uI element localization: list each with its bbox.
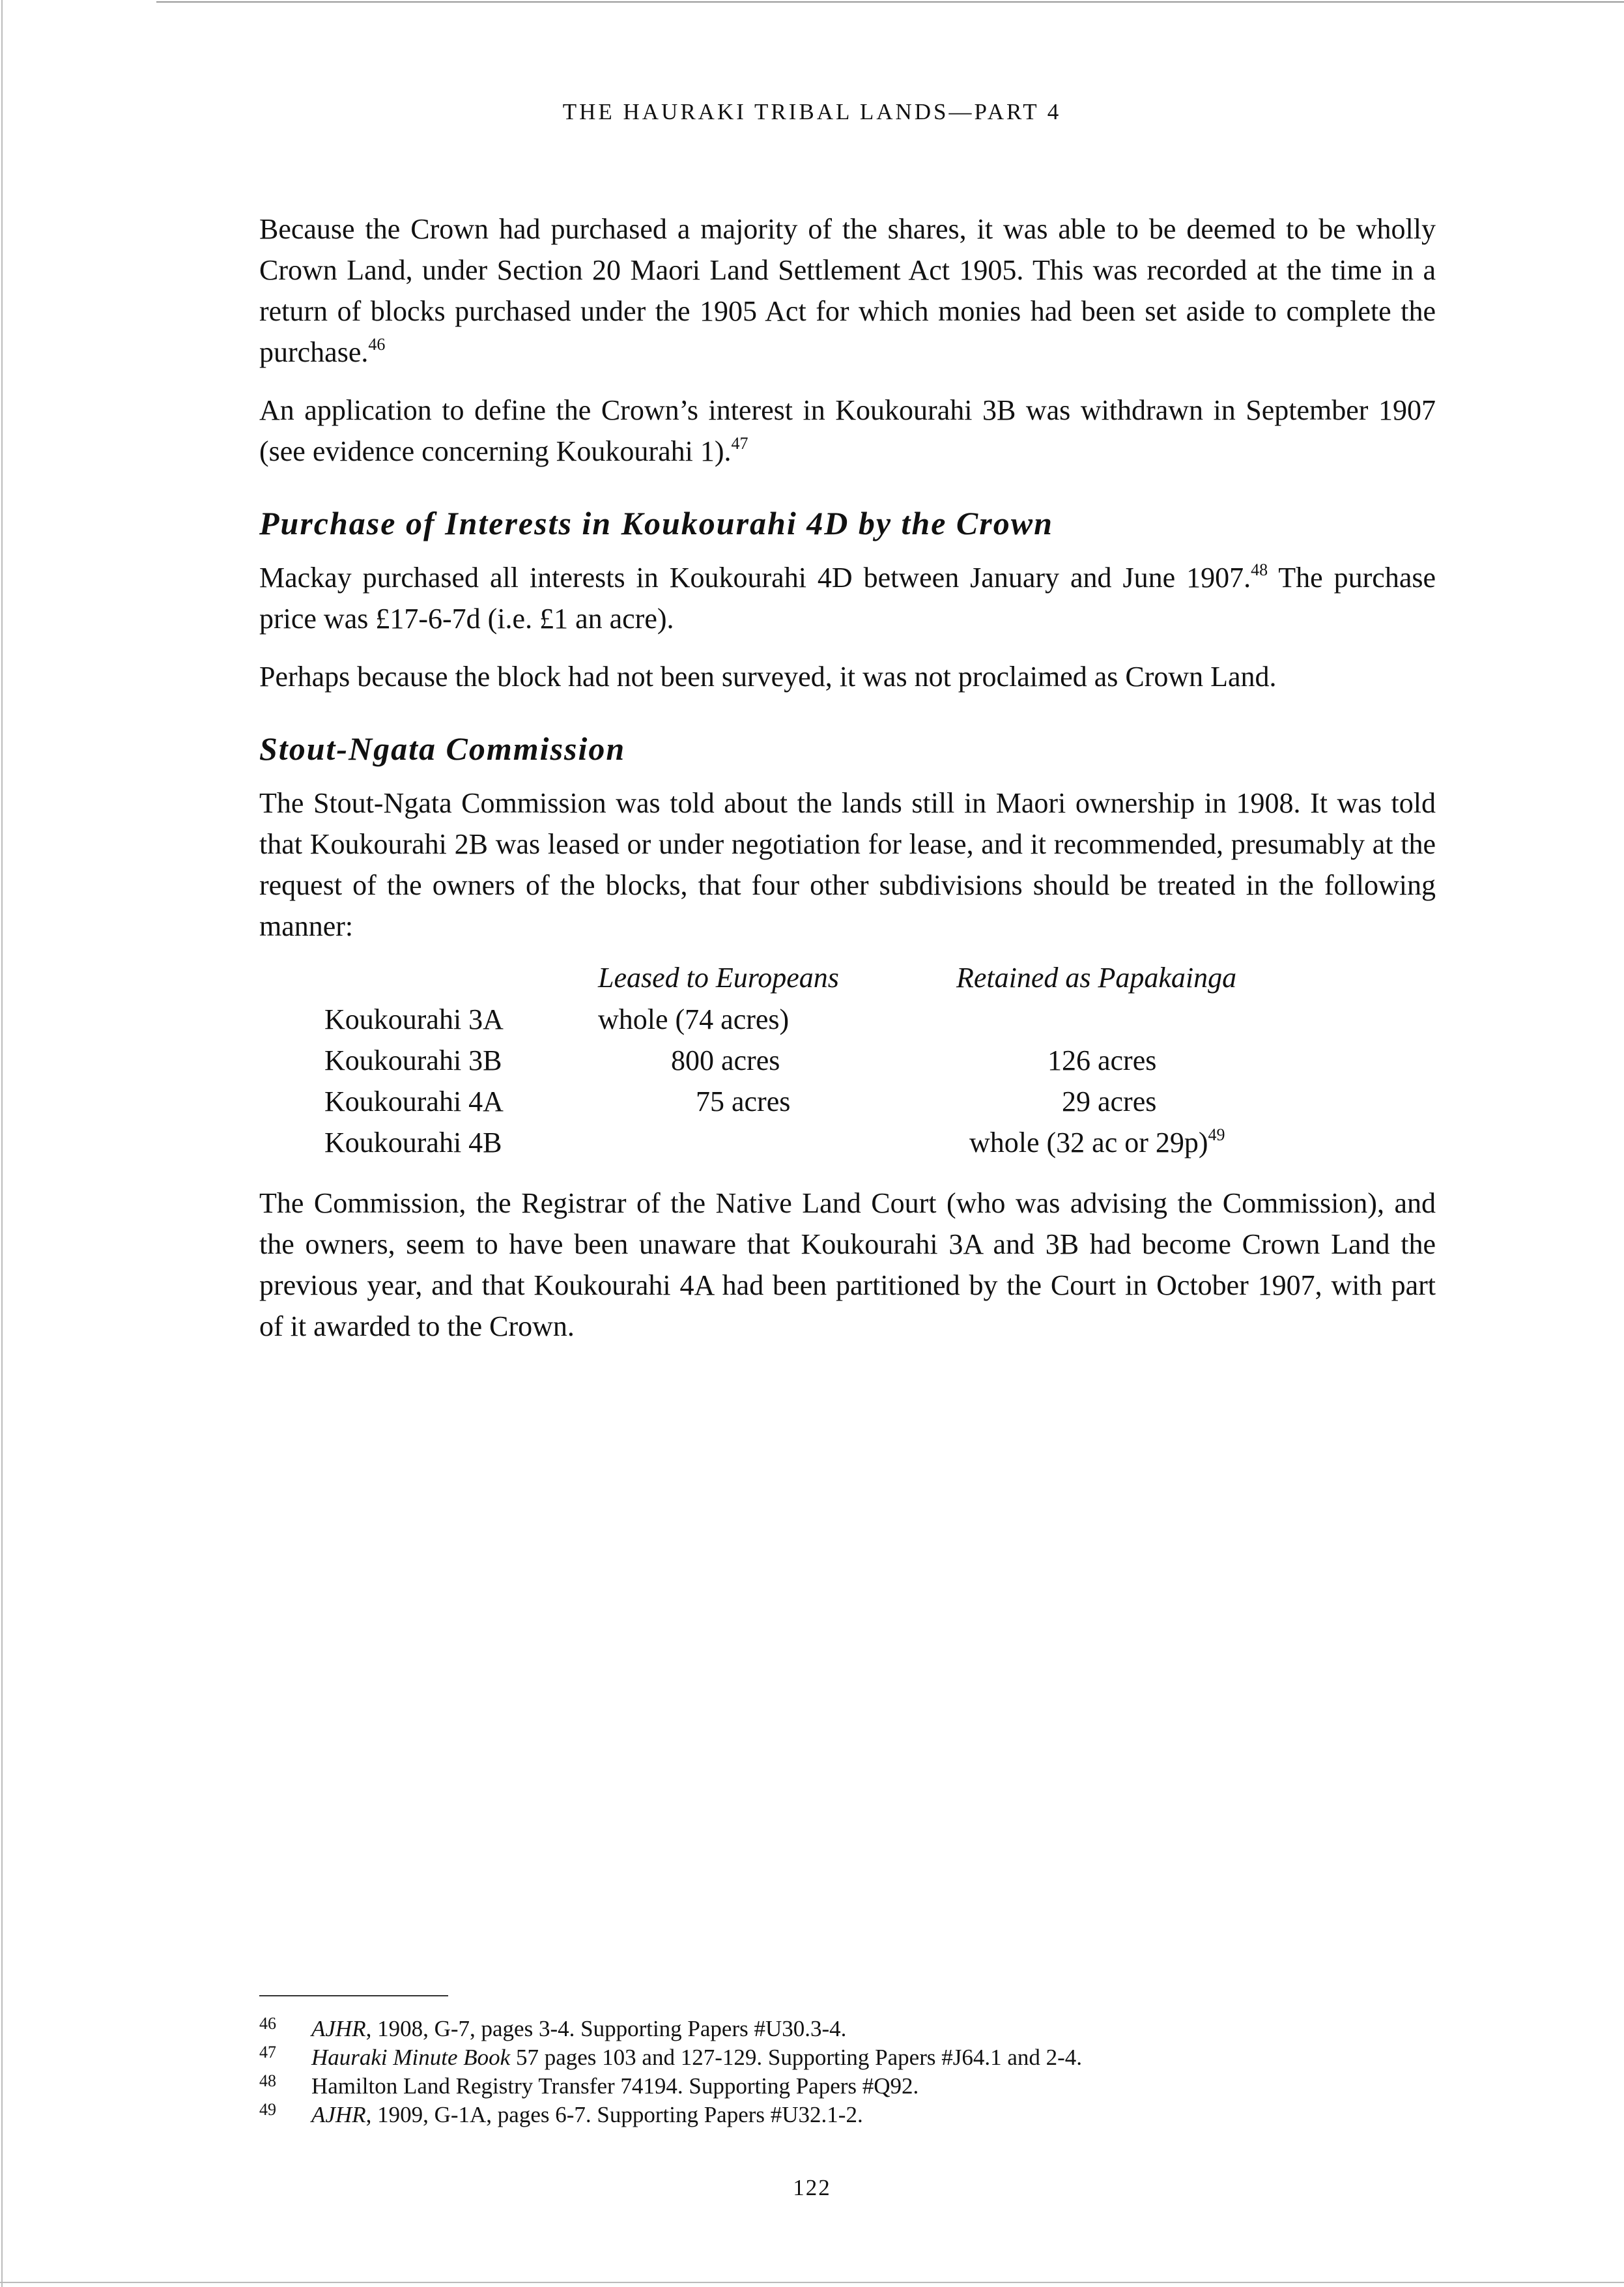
footnote-text: 57 pages 103 and 127-129. Supporting Papers #J64.1 and 2-4. bbox=[510, 2045, 1083, 2070]
table-row-leased: whole (74 acres) bbox=[598, 1003, 790, 1035]
footnote-46 bbox=[259, 2015, 1497, 2043]
section-heading-purchase: Purchase of Interests in Koukourahi 4D by the Crown bbox=[259, 505, 1053, 541]
table-row-retained: 126 acres bbox=[1047, 1044, 1157, 1076]
column-header-leased: Leased to Europeans bbox=[598, 962, 839, 994]
table-row-retained: 29 acres bbox=[1062, 1086, 1157, 1117]
scan-edge-top bbox=[156, 1, 1624, 3]
paragraph-4: Perhaps because the block had not been surveyed, it was not proclaimed as Crown Land. bbox=[259, 661, 1277, 693]
footnote-text: , 1908, G-7, pages 3-4. Supporting Papers #U30.3-4. bbox=[365, 2016, 847, 2041]
footnotes bbox=[259, 2015, 1497, 2129]
running-header: THE HAURAKI TRIBAL LANDS—PART 4 bbox=[562, 99, 1062, 124]
footnote-number: 47 bbox=[259, 2043, 276, 2062]
footnote-number: 46 bbox=[259, 2014, 276, 2033]
paragraph-1-text: Because the Crown had purchased a majority of the shares, it was able to be deemed to be wholly Crown Land, under Section 20 Maori Land Settlement Act 1905. This was recorded at the time in a return of blocks purchased under the 1905 Act for which monies had been set aside to complete the purchase. bbox=[259, 213, 1436, 368]
footnote-source: AJHR bbox=[311, 2102, 366, 2127]
paragraph-5: The Stout-Ngata Commission was told about the lands still in Maori ownership in 1908. It was told that Koukourahi 2B was leased or under negotiation for lease, and it recommended, presumably at the request of the owners of the blocks, that four other subdivisions should be treated in the following manner: bbox=[259, 787, 1436, 942]
footnote-ref-49[interactable]: 49 bbox=[1208, 1125, 1225, 1144]
footnote-number: 49 bbox=[259, 2100, 276, 2119]
column-header-retained: Retained as Papakainga bbox=[956, 962, 1237, 994]
table-row-block: Koukourahi 4A bbox=[324, 1086, 504, 1117]
footnote-ref-46[interactable]: 46 bbox=[368, 335, 386, 354]
footnote-text: Hamilton Land Registry Transfer 74194. Supporting Papers #Q92. bbox=[311, 2073, 919, 2099]
main-text bbox=[259, 209, 1436, 1364]
footnote-rule bbox=[259, 1995, 448, 1996]
scan-edge-left bbox=[1, 0, 3, 2287]
table-row-block: Koukourahi 3A bbox=[324, 1003, 504, 1035]
page-number: 122 bbox=[793, 2175, 831, 2200]
paragraph-3-text: Mackay purchased all interests in Koukourahi 4D between January and June 1907. bbox=[259, 562, 1251, 594]
footnote-47 bbox=[259, 2043, 1497, 2072]
footnote-number: 48 bbox=[259, 2071, 276, 2090]
allocation-table bbox=[259, 957, 1436, 1166]
paragraph-1 bbox=[259, 209, 1436, 373]
section-heading-commission: Stout-Ngata Commission bbox=[259, 730, 626, 767]
paragraph-2 bbox=[259, 390, 1436, 472]
paragraph-6: The Commission, the Registrar of the Native Land Court (who was advising the Commission), and the owners, seem to have been unaware that Koukourahi 3A and 3B had become Crown Land the previous year, and that Koukourahi 4A had been partitioned by the Court in October 1907, with part of it awarded to the Crown. bbox=[259, 1187, 1436, 1342]
paragraph-2-text: An application to define the Crown’s interest in Koukourahi 3B was withdrawn in September 1907 (see evidence concerning Koukourahi 1). bbox=[259, 394, 1436, 467]
table-row-retained-text: whole (32 ac or 29p) bbox=[969, 1127, 1208, 1158]
footnote-ref-48[interactable]: 48 bbox=[1251, 560, 1268, 579]
table-row-leased: 800 acres bbox=[671, 1044, 780, 1076]
paragraph-3-text-b: The purchase price was £17-6-7d (i.e. £1 an acre). bbox=[259, 562, 1436, 635]
footnote-source: Hauraki Minute Book bbox=[311, 2045, 511, 2070]
footnote-text: , 1909, G-1A, pages 6-7. Supporting Papers #U32.1-2. bbox=[365, 2102, 863, 2127]
footnote-source: AJHR bbox=[311, 2016, 366, 2041]
table-row-retained bbox=[969, 1122, 1225, 1163]
table-row-leased: 75 acres bbox=[696, 1086, 791, 1117]
table-row-block: Koukourahi 4B bbox=[324, 1127, 502, 1158]
footnote-48 bbox=[259, 2072, 1497, 2101]
scan-edge-bottom bbox=[0, 2282, 1624, 2283]
paragraph-3 bbox=[259, 557, 1436, 639]
footnote-ref-47[interactable]: 47 bbox=[731, 434, 748, 453]
table-row-block: Koukourahi 3B bbox=[324, 1044, 502, 1076]
footnote-49 bbox=[259, 2101, 1497, 2129]
